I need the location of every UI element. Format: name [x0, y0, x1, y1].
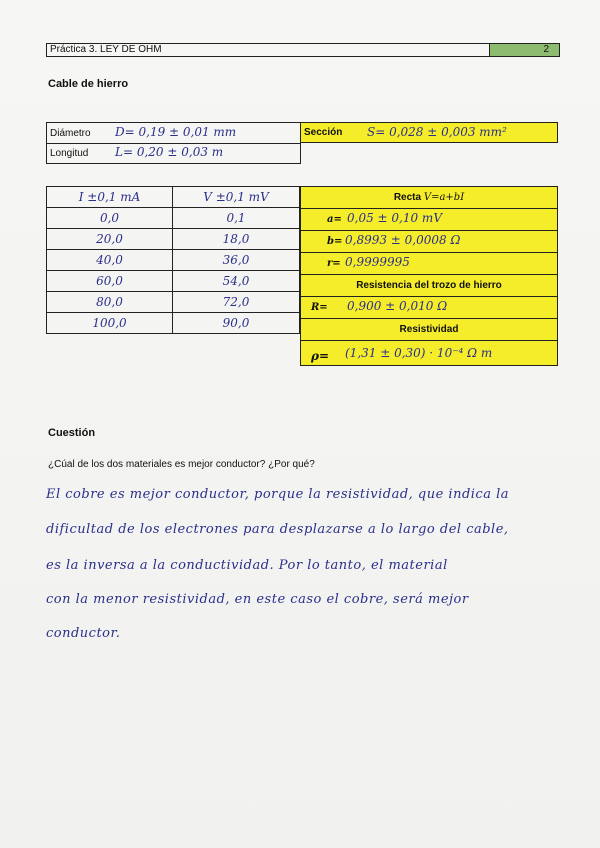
- recta-panel: [300, 186, 558, 366]
- answer-line: dificultad de los electrones para desplazarse a lo largo del cable,: [46, 522, 509, 537]
- R-label: R=: [311, 302, 328, 313]
- recta-formula: V=a+bI: [423, 192, 465, 203]
- r-row: [301, 253, 557, 275]
- table-row: [47, 313, 300, 334]
- longitud-value: L= 0,20 ± 0,03 m: [115, 145, 224, 159]
- cell-current: 60,0: [47, 271, 173, 292]
- cell-voltage: 36,0: [173, 250, 300, 271]
- cell-current: 40,0: [47, 250, 173, 271]
- table-row: [47, 229, 300, 250]
- rho-row: [301, 341, 557, 367]
- rho-value: (1,31 ± 0,30) · 10⁻⁴ Ω m: [345, 346, 493, 360]
- question-text: ¿Cúal de los dos materiales es mejor conductor? ¿Por qué?: [48, 459, 315, 470]
- cell-voltage: 72,0: [173, 292, 300, 313]
- table-row: [47, 292, 300, 313]
- r-value: 0,9999995: [345, 255, 410, 269]
- b-value: 0,8993 ± 0,0008 Ω: [345, 233, 461, 247]
- seccion-label: Sección: [304, 127, 343, 138]
- a-row: [301, 209, 557, 231]
- recta-title: [301, 192, 557, 203]
- diametro-label: Diámetro: [50, 128, 91, 139]
- cell-current: 0,0: [47, 208, 173, 229]
- dimensions-box: [46, 122, 301, 164]
- page-number: 2: [489, 44, 559, 56]
- header-title: Práctica 3. LEY DE OHM: [50, 44, 162, 55]
- table-row: [47, 271, 300, 292]
- cell-voltage: 0,1: [173, 208, 300, 229]
- resistividad-title-row: [301, 319, 557, 341]
- cell-voltage: 18,0: [173, 229, 300, 250]
- b-row: [301, 231, 557, 253]
- recta-title-row: [301, 187, 557, 209]
- diametro-row: [47, 123, 300, 144]
- rho-label: ρ=: [311, 349, 330, 363]
- answer-line: El cobre es mejor conductor, porque la resistividad, que indica la: [46, 487, 510, 502]
- seccion-value: S= 0,028 ± 0,003 mm²: [367, 125, 507, 139]
- recta-title-text: Recta: [393, 192, 422, 203]
- R-row: [301, 297, 557, 319]
- answer-line: es la inversa a la conductividad. Por lo tanto, el material: [46, 558, 448, 573]
- page-header: [46, 43, 560, 57]
- table-header-row: [47, 187, 300, 208]
- longitud-label: Longitud: [50, 148, 89, 159]
- answer-line: con la menor resistividad, en este caso el cobre, será mejor: [46, 592, 469, 607]
- resistencia-title-row: [301, 275, 557, 297]
- cell-current: 100,0: [47, 313, 173, 334]
- a-label: a=: [327, 214, 342, 225]
- section-title: Cable de hierro: [48, 78, 129, 90]
- seccion-box: [300, 122, 558, 143]
- table-row: [47, 250, 300, 271]
- cell-voltage: 54,0: [173, 271, 300, 292]
- cell-voltage: 90,0: [173, 313, 300, 334]
- R-value: 0,900 ± 0,010 Ω: [347, 299, 448, 313]
- answer-line: conductor.: [46, 626, 121, 641]
- diametro-value: D= 0,19 ± 0,01 mm: [115, 125, 237, 139]
- a-value: 0,05 ± 0,10 mV: [347, 211, 442, 225]
- header-current: I ±0,1 mA: [47, 187, 173, 208]
- r-label: r=: [327, 258, 341, 269]
- resistividad-title: Resistividad: [399, 324, 459, 335]
- cell-current: 80,0: [47, 292, 173, 313]
- cuestion-title: Cuestión: [48, 427, 96, 439]
- header-voltage: V ±0,1 mV: [173, 187, 300, 208]
- resistencia-title: Resistencia del trozo de hierro: [356, 280, 502, 291]
- longitud-row: [47, 143, 300, 164]
- b-label: b=: [327, 236, 343, 247]
- table-row: [47, 208, 300, 229]
- iv-table: [46, 186, 300, 334]
- cell-current: 20,0: [47, 229, 173, 250]
